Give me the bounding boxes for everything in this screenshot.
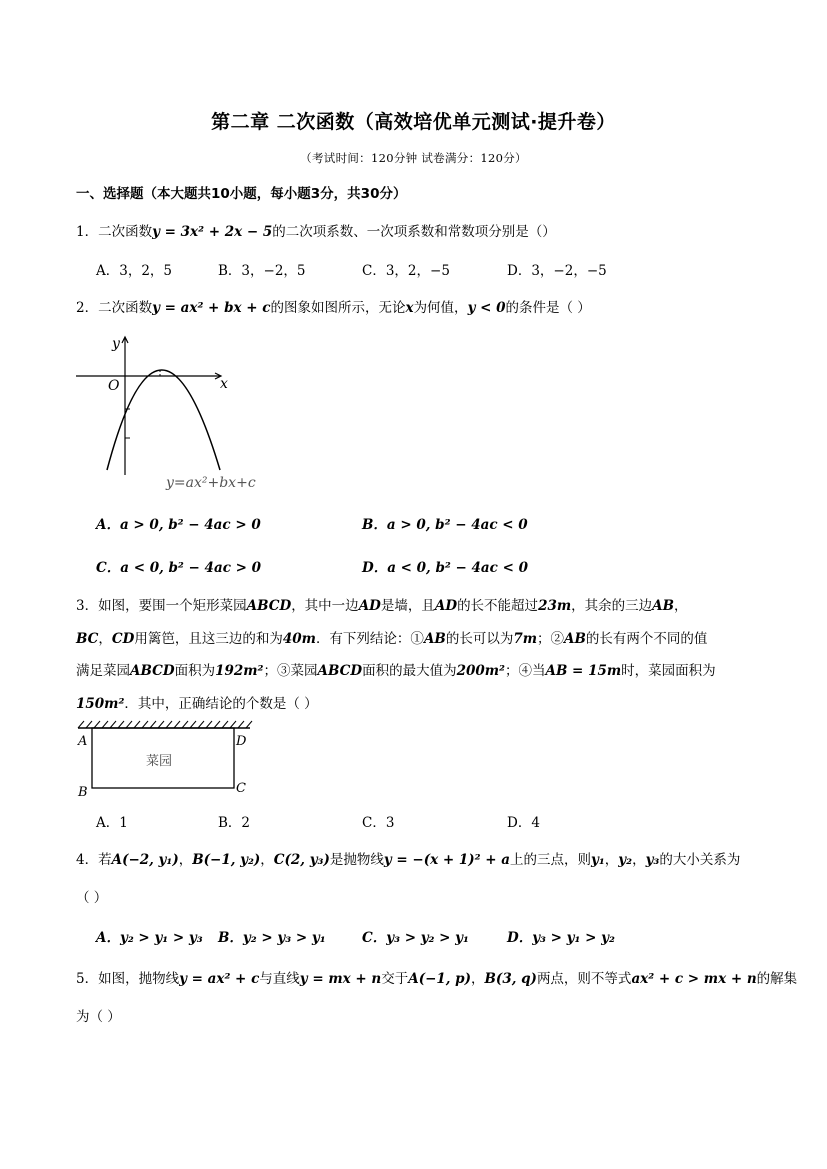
section-heading: 一、选择题（本大题共10小题，每小题3分，共30分）: [76, 186, 407, 202]
q3-value: 23m: [538, 598, 572, 614]
q3-text: 面积为: [174, 663, 216, 679]
q3-abcd: ABCD: [317, 663, 363, 679]
q4-paren: （ ）: [76, 890, 108, 906]
wall-hatching: [78, 721, 252, 728]
q3-ab: AB: [423, 631, 446, 647]
q3-text: 用篱笆，且这三边的和为: [134, 631, 283, 647]
q2-option-c: C．a < 0, b² − 4ac > 0: [96, 560, 262, 576]
q5-text: 与直线: [259, 971, 300, 987]
q3-text: ，其余的三边: [571, 598, 653, 614]
q3-text: ；②: [537, 631, 565, 647]
q1-option-c: C．3，2，−5: [362, 263, 450, 279]
q2-var-x: x: [405, 300, 414, 316]
q3-value: 40m: [282, 631, 316, 647]
page-subtitle: （考试时间：120分钟 试卷满分：120分）: [300, 151, 527, 165]
question-3-line-3: [76, 659, 716, 679]
q1-formula: y = 3x² + 2x − 5: [152, 224, 273, 240]
q5-point-a: A(−1, p): [408, 971, 472, 987]
question-1: [76, 220, 556, 240]
q5-point-b: B(3, q): [484, 971, 537, 987]
label-x: x: [220, 376, 228, 392]
q3-value: 150m²: [76, 696, 125, 712]
q3-option-b: B．2: [218, 815, 251, 831]
q5-parabola: y = ax² + c: [179, 971, 260, 987]
q3-abcd: ABCD: [130, 663, 175, 679]
q3-garden-figure: [74, 718, 254, 800]
q5-text: 两点，则不等式: [536, 971, 632, 987]
question-3-line-4: [76, 692, 318, 712]
q2-text-4: 的条件是（ ）: [505, 300, 591, 316]
q1-text-2: 的二次项系数、一次项系数和常数项分别是（）: [272, 224, 556, 240]
q3-text: 是墙，且: [380, 598, 435, 614]
parabola-curve: [107, 370, 220, 470]
q3-text: ，: [674, 598, 688, 614]
q2-text: 2．二次函数: [76, 300, 153, 316]
q1-text: 1．二次函数: [76, 224, 153, 240]
q4-text: ，: [632, 852, 646, 868]
q4-option-d: D．y₃ > y₁ > y₂: [507, 930, 615, 946]
q4-text: ，: [604, 852, 619, 868]
q3-text: 的长不能超过: [457, 598, 539, 614]
q5-line: y = mx + n: [299, 971, 382, 987]
label-c: C: [236, 781, 246, 796]
q1-option-d: D．3，−2，−5: [507, 263, 607, 279]
q3-text: ，其中一边: [291, 598, 359, 614]
label-origin: O: [108, 378, 120, 394]
q2-formula: y = ax² + bx + c: [152, 300, 271, 316]
question-3-line-1: [76, 594, 688, 614]
label-y: y: [112, 336, 120, 352]
q4-text: 的大小关系为: [659, 852, 741, 868]
q4-option-b: B．y₂ > y₃ > y₁: [218, 930, 326, 946]
q5-text: ，: [471, 971, 485, 987]
question-4: [76, 848, 740, 868]
q2-option-a: A．a > 0, b² − 4ac > 0: [96, 517, 261, 533]
q3-text: 的长有两个不同的值: [585, 631, 708, 647]
q3-option-d: D．4: [507, 815, 540, 831]
q5-text: 交于: [381, 971, 409, 987]
q2-condition: y < 0: [467, 300, 506, 316]
q3-value: 192m²: [215, 663, 264, 679]
q2-text-3: 为何值，: [413, 300, 468, 316]
q3-ad: AD: [358, 598, 381, 614]
q3-text: 面积的最大值为: [362, 663, 457, 679]
q3-text: ．有下列结论：①: [315, 631, 424, 647]
q4-point-a: A(−2, y₁): [111, 852, 179, 868]
q3-option-c: C．3: [362, 815, 395, 831]
q1-option-a: A．3，2，5: [96, 263, 173, 279]
question-3-line-2: [76, 627, 707, 647]
q4-formula: y = −(x + 1)² + a: [383, 852, 511, 868]
label-d: D: [236, 734, 247, 749]
q4-text: ，: [178, 852, 193, 868]
q5-text: 的解集: [756, 971, 798, 987]
page-title: 第二章 二次函数（高效培优单元测试·提升卷）: [211, 111, 616, 133]
q5-text: 5．如图，抛物线: [76, 971, 180, 987]
q3-value: 7m: [513, 631, 538, 647]
q4-y1: y₁: [591, 852, 605, 868]
q4-text: ，: [260, 852, 274, 868]
label-b: B: [78, 785, 88, 800]
q3-abcd: ABCD: [246, 598, 292, 614]
q3-bc: BC: [76, 631, 99, 647]
q3-text: ．其中，正确结论的个数是（ ）: [124, 696, 318, 712]
q3-text: ；④当: [504, 663, 546, 679]
q4-point-c: C(2, y₃): [273, 852, 330, 868]
q4-text: 是抛物线: [329, 852, 384, 868]
garden-label: 菜园: [146, 754, 173, 769]
q3-value: 200m²: [456, 663, 505, 679]
q5-line-2: 为（ ）: [76, 1009, 121, 1025]
q4-option-a: A．y₂ > y₁ > y₃: [96, 930, 203, 946]
q3-option-a: A．1: [96, 815, 128, 831]
q4-y3: y₃: [645, 852, 660, 868]
q3-ab: AB: [652, 598, 675, 614]
q4-option-c: C．y₃ > y₂ > y₁: [362, 930, 469, 946]
q3-ab: AB: [564, 631, 586, 647]
q3-text: 时，菜园面积为: [621, 663, 716, 679]
q2-parabola-graph: [70, 330, 270, 495]
q4-text: 4．若: [76, 852, 112, 868]
q4-text: 上的三点，则: [510, 852, 592, 868]
question-5: [76, 967, 797, 987]
q3-condition: AB = 15m: [545, 663, 622, 679]
q4-point-b: B(−1, y₂): [192, 852, 261, 868]
q1-option-b: B．3，−2，5: [218, 263, 306, 279]
q3-text: ；③菜园: [263, 663, 318, 679]
q3-cd: CD: [111, 631, 135, 647]
q2-option-b: B．a > 0, b² − 4ac < 0: [362, 517, 528, 533]
q5-inequality: ax² + c > mx + n: [631, 971, 757, 987]
q3-ad: AD: [434, 598, 458, 614]
q3-text: 的长可以为: [445, 631, 514, 647]
q3-text: ，: [98, 631, 112, 647]
q4-y2: y₂: [618, 852, 633, 868]
label-a: A: [78, 734, 88, 749]
question-2: [76, 296, 591, 316]
q3-text: 3．如图，要围一个矩形菜园: [76, 598, 247, 614]
graph-caption: y=ax²+bx+c: [166, 475, 256, 491]
q3-text: 满足菜园: [76, 663, 130, 679]
q2-option-d: D．a < 0, b² − 4ac < 0: [362, 560, 528, 576]
q2-text-2: 的图象如图所示，无论: [270, 300, 406, 316]
